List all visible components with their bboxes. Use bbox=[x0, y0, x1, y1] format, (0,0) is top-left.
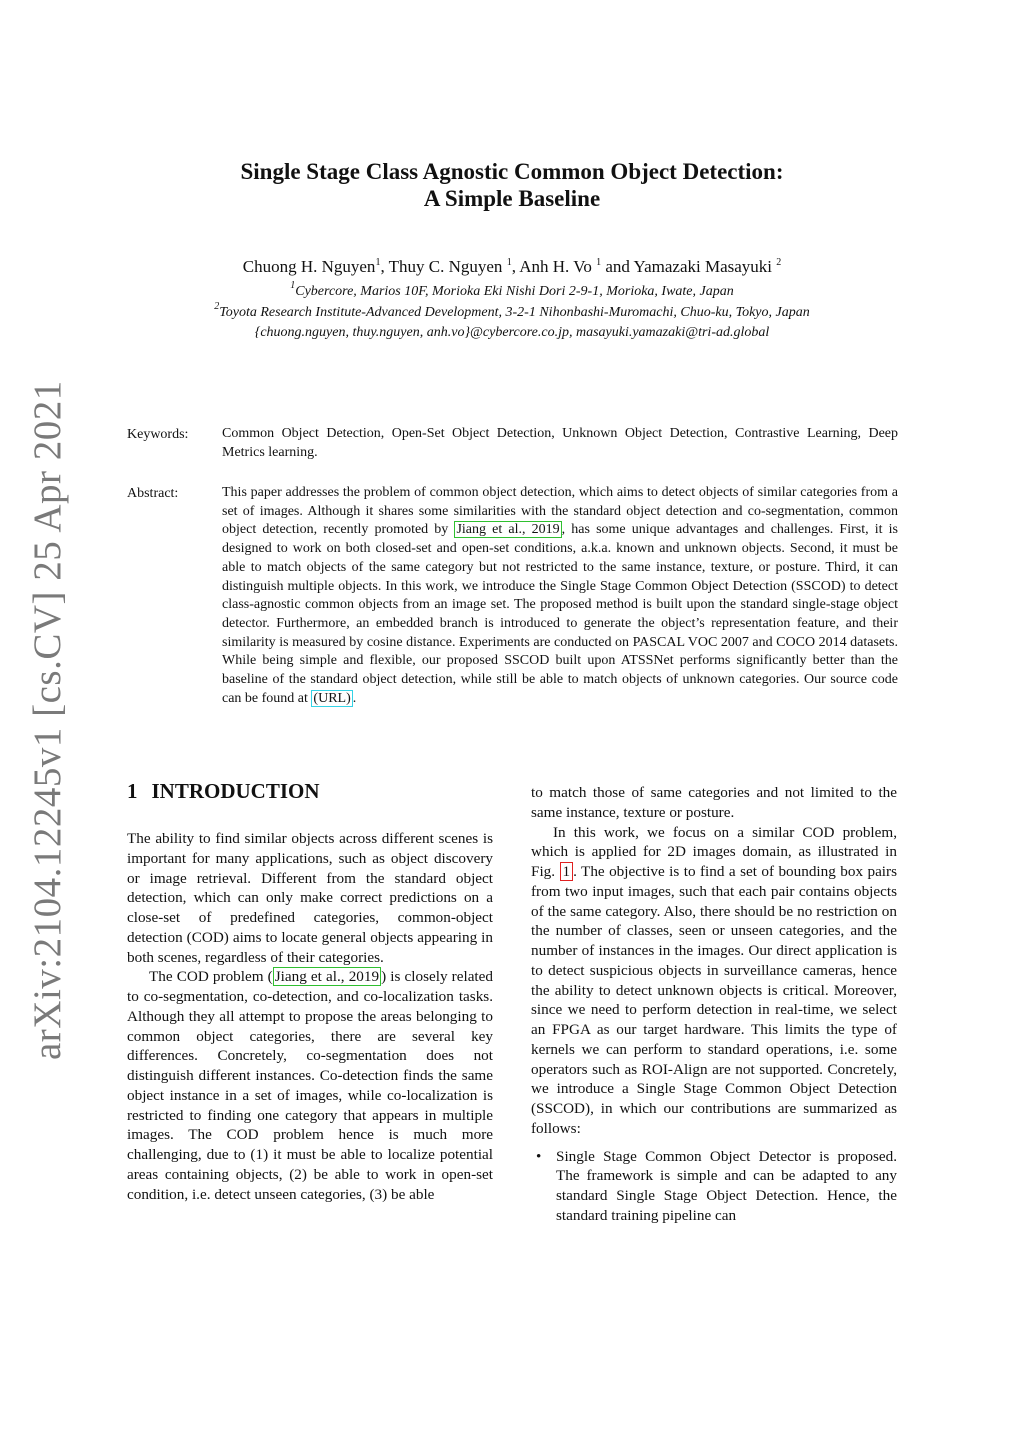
author-conjunction: and bbox=[601, 257, 634, 276]
citation-link[interactable]: Jiang et al., 2019 bbox=[456, 522, 560, 538]
title-line-2: A Simple Baseline bbox=[423, 186, 601, 211]
affiliation-2-marker: 2 bbox=[214, 301, 220, 312]
affiliation-1-marker: 1 bbox=[290, 280, 296, 291]
author-1-affil: 1 bbox=[375, 257, 381, 268]
intro-paragraph-2 bbox=[127, 967, 493, 1204]
arxiv-identifier: arXiv:2104.12245v1 [cs.CV] 25 Apr 2021 bbox=[26, 380, 69, 1060]
affiliation-1-text: Cybercore, Marios 10F, Morioka Eki Nishi Dori 2-9-1, Morioka, Iwate, Japan bbox=[295, 284, 734, 299]
contribution-list bbox=[531, 1147, 897, 1226]
author-2-affil: 1 bbox=[506, 257, 512, 268]
title-line-1: Single Stage Class Agnostic Common Object Detection: bbox=[240, 159, 784, 184]
intro-p4-part-b: . The objective is to find a set of bounding box pairs from two input images, such that each pair contains objects of the same category. Also, there should be no restriction on the number of classes, seen or unseen categories, and the number of instances in the images. Our direct application is to detect suspicious objects in surveillance cameras, hence the ability to detect unknown objects is critical. Moreover, since we need to perform detection in real-time, we select an FPGA as our target hardware. This limits the type of kernels we can perform to standard operations, i.e. some operators such as ROI-Align are not supported. Concretely, we introduce a Single Stage Common Object Detection (SSCOD), in which our contributions are summarized as follows: bbox=[531, 863, 897, 1137]
citation-link[interactable]: Jiang et al., 2019 bbox=[274, 968, 380, 986]
intro-p2-part-b: ) is closely related to co-segmentation, co-detection, and co-localization tasks. Although they all attempt to propose the areas belonging to common object categories, there are several key differences. Concretely, co-segmentation does not distinguish different instances. Co-detection finds the same object instance in a set of images, while co-localization is restricted to finding one category that appears in multiple images. The COD problem hence is much more challenging, due to (1) it must be able to localize potential areas containing objects, (2) be able to work in open-set condition, i.e. detect unseen categories, (3) be able bbox=[127, 968, 493, 1203]
section-heading bbox=[127, 778, 320, 804]
affiliation-1 bbox=[100, 282, 924, 301]
intro-paragraph-3: to match those of same categories and not limited to the same instance, texture or posture. bbox=[531, 784, 897, 821]
intro-p2-part-a: The COD problem ( bbox=[149, 968, 273, 986]
section-number: 1 bbox=[127, 779, 138, 803]
keywords-text: Common Object Detection, Open-Set Object Detection, Unknown Object Detection, Contrastive Learning, Deep Metrics learning. bbox=[222, 426, 898, 460]
author-list: Chuong H. Nguyen$^1$, Thuy C. Nguyen $^1$, Anh H. Vo $^1$ and Yamazaki Masayuki $^2$ bbox=[242, 257, 782, 276]
keywords-label: Keywords: bbox=[127, 427, 189, 442]
intro-paragraph-1: The ability to find similar objects across different scenes is important for many applications, such as object discovery or image retrieval. Different from the standard object detection, which can only make correct predictions on a close-set of predefined categories, common-object detection (COD) aims to locate general objects appearing in both scenes, regardless of their categories. bbox=[127, 830, 493, 966]
affiliation-2-text: Toyota Research Institute-Advanced Development, 3-2-1 Nihonbashi-Muromachi, Chuo-ku, Tokyo, Japan bbox=[219, 305, 810, 320]
left-column bbox=[127, 829, 493, 1204]
author-4: Yamazaki Masayuki bbox=[633, 257, 777, 276]
affiliation-2 bbox=[100, 303, 924, 322]
intro-paragraph-4 bbox=[531, 823, 897, 1139]
abstract-part-2: , has some unique advantages and challenges. First, it is designed to work on both closed-set and open-set conditions, a.k.a. known and unknown objects. Second, it must be able to match objects of the same category but not restricted to the same instance, texture, or posture. Third, it can distinguish multiple objects. In this work, we introduce the Single Stage Common Object Detection (SSCOD) to detect class-agnostic common objects from an image set. The proposed method is built upon the standard single-stage object detector. Furthermore, an embedded branch is introduced to generate the object’s representation feature, and their similarity is measured by cosine distance. Experiments are conducted on PASCAL VOC 2007 and COCO 2014 datasets. While being simple and flexible, our proposed SSCOD built upon ATSSNet performs significantly better than the baseline of the standard object detection, while still be able to match objects of unknown categories. Our source code can be found at bbox=[222, 522, 898, 706]
figure-reference-link[interactable]: 1 bbox=[560, 862, 574, 881]
source-code-link[interactable]: (URL) bbox=[313, 690, 351, 706]
paper-title bbox=[150, 158, 874, 212]
author-3: Anh H. Vo bbox=[519, 257, 597, 276]
abstract-part-1: This paper addresses the problem of common object detection, which aims to detect objects of similar categories from a set of images. Although it shares some similarities with the standard object detection and co-segmentation, common object detection, recently promoted by bbox=[222, 485, 898, 538]
abstract-part-3: . bbox=[352, 690, 357, 706]
right-column bbox=[531, 783, 897, 1226]
author-1: Chuong H. Nguyen bbox=[242, 257, 376, 276]
abstract-label: Abstract: bbox=[127, 486, 179, 501]
author-3-affil: 1 bbox=[596, 257, 602, 268]
intro-p4-part-a: In this work, we focus on a similar COD problem, which is applied for 2D images domain, as illustrated in Fig. bbox=[531, 823, 897, 880]
abstract-text bbox=[222, 484, 898, 708]
author-emails: {chuong.nguyen, thuy.nguyen, anh.vo}@cybercore.co.jp, masayuki.yamazaki@tri-ad.global bbox=[254, 325, 770, 340]
contribution-item: • Single Stage Common Object Detector is proposed. The framework is simple and can be adapted to any standard Single Stage Object Detection. Hence, the standard training pipeline can bbox=[531, 1147, 897, 1226]
section-title: INTRODUCTION bbox=[151, 779, 320, 803]
author-4-affil: 2 bbox=[776, 257, 782, 268]
author-2: Thuy C. Nguyen bbox=[388, 257, 507, 276]
